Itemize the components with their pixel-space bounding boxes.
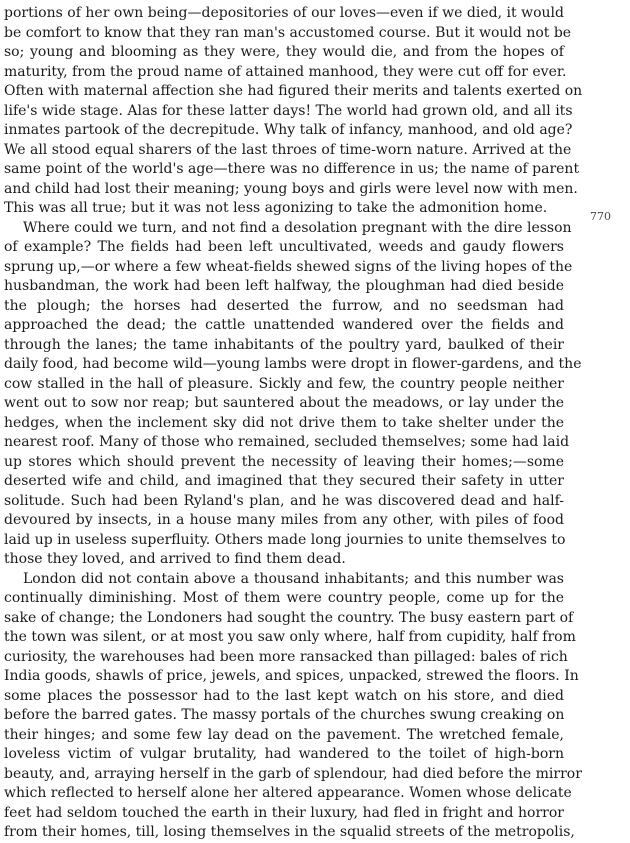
text-line: those they loved, and arrived to find them dead. (4, 551, 346, 567)
text-line: deserted wife and child, and imagined that they secured their safety in utter (4, 473, 564, 489)
text-line: sprung up,—or where a few wheat-fields shewed signs of the living hopes of the (4, 258, 573, 275)
text-line: before the barred gates. The massy portals of the churches swung creaking on (4, 707, 565, 723)
text-line: of example? The fields had been left uncultivated, weeds and gaudy flowers (4, 239, 564, 255)
text-line: so; young and blooming as they were, they would die, and from the hopes of (4, 44, 564, 60)
text-line: the town was silent, or at most you saw only where, half from cupidity, half from (4, 629, 576, 645)
text-line: from their homes, till, losing themselves in the squalid streets of the metropolis, (4, 824, 575, 840)
text-line: cow stalled in the hall of pleasure. Sickly and few, the country people neither (4, 375, 564, 392)
text-line: nearest roof. Many of those who remained, secluded themselves; some had laid (4, 434, 570, 450)
book-page (4, 4, 583, 840)
paragraph (4, 4, 583, 219)
text-line: laid up in useless superfluity. Others made long journies to unite themselves to (4, 531, 566, 548)
text-line: solitude. Such had been Ryland's plan, and he was discovered dead and half- (4, 492, 564, 509)
text-line: curiosity, the warehouses had been more ransacked than pillaged: bales of rich (4, 648, 568, 665)
text-line: Where could we turn, and not find a desolation pregnant with the dire lesson (23, 219, 572, 236)
text-line: inmates partook of the decrepitude. Why talk of infancy, manhood, and old age? (4, 122, 573, 138)
text-line: some places the possessor had to the last kept watch on his store, and died (4, 687, 564, 704)
text-line: be comfort to know that they ran man's accustomed course. But it would not be (4, 24, 572, 41)
text-line: which reflected to herself alone her altered appearance. Women whose delicate (4, 785, 572, 801)
text-line: This was all true; but it was not less agonizing to take the admonition home. (4, 200, 548, 216)
text-line: beauty, and, arraying herself in the garb of splendour, had died before the mirror (4, 765, 582, 782)
text-line: feet had seldom touched the earth in their luxury, had fled in fright and horror (4, 804, 564, 821)
text-line: same point of the world's age—there was no difference in us; the name of parent (4, 161, 580, 177)
text-line: husbandman, the work had been left halfway, the ploughman had died beside (4, 278, 564, 294)
text-line: approached the dead; the cattle unattended wandered over the fields and (4, 317, 564, 333)
text-line: loveless victim of vulgar brutality, had wandered to the toilet of high-born (4, 746, 564, 762)
text-line: went out to sow nor reap; but sauntered about the meadows, or lay under the (4, 395, 564, 411)
text-line: the plough; the horses had deserted the furrow, and no seedsman had (4, 297, 564, 314)
text-line: India goods, shawls of price, jewels, and spices, unpacked, strewed the floors. In (4, 668, 579, 684)
text-line: through the lanes; the tame inhabitants of the poultry yard, baulked of their (4, 336, 564, 353)
page-number: 770 (590, 210, 611, 223)
paragraph (4, 219, 582, 570)
text-line: portions of her own being—depositories of our loves—even if we died, it would (4, 5, 564, 21)
text-line: sake of change; the Londoners had sought the country. The busy eastern part of (4, 609, 574, 626)
text-line: up stores which should prevent the necessity of leaving their homes;—some (4, 453, 564, 470)
text-line: hedges, when the inclement sky did not drive them to take shelter under the (4, 414, 564, 431)
text-line: their hinges; and some few lay dead on the pavement. The wretched female, (4, 726, 564, 743)
text-line: devoured by insects, in a house many miles from any other, with piles of food (4, 512, 564, 528)
text-line: continually diminishing. Most of them were country people, come up for the (4, 590, 564, 606)
text-line: daily food, had become wild—young lambs were dropt in flower-gardens, and the (4, 356, 582, 372)
text-line: We all stood equal sharers of the last throes of time-worn nature. Arrived at the (4, 141, 572, 158)
text-line: life's wide stage. Alas for these latter days! The world had grown old, and all its (4, 102, 573, 119)
paragraph (4, 570, 582, 843)
text-line: London did not contain above a thousand inhabitants; and this number was (23, 570, 564, 587)
text-line: and child had lost their meaning; young boys and girls were level now with men. (4, 180, 578, 197)
text-line: maturity, from the proud name of attained manhood, they were cut off for ever. (4, 63, 567, 80)
text-line: Often with maternal affection she had figured their merits and talents exerted on (4, 83, 583, 99)
